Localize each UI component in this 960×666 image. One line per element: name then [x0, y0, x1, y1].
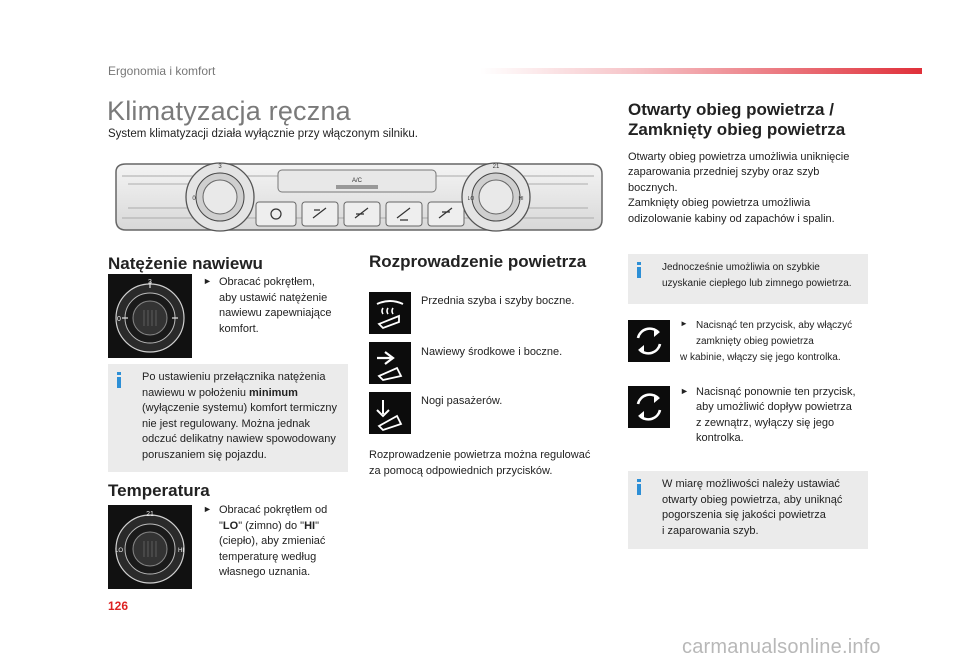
ac-label: A/C: [351, 178, 363, 184]
distribution-item-feet: Nogi pasażerów.: [421, 395, 503, 407]
info-icon: [634, 262, 644, 278]
recirculation-step-1: ► Nacisnąć ten przycisk, aby włączyć zamknięty obieg powietrza w kabinie, włączy się jego kontrolka.: [680, 319, 853, 363]
temperature-heading: Temperatura: [108, 481, 210, 500]
fan-knob-max-label: 3: [148, 279, 152, 286]
temperature-knob-photo: [108, 505, 192, 589]
recirculation-advice-box: W miarę możliwości należy ustawiać otwarty obieg powietrza, aby uniknąć pogorszenia się jakości powietrza i zaparowania szyb.: [628, 471, 868, 549]
temp-knob-hi-label: HI: [178, 548, 184, 554]
recirculation-info-box: Jednocześnie umożliwia on szybkie uzyskanie ciepłego lub zimnego powietrza.: [628, 254, 868, 304]
feet-icon: [369, 392, 411, 434]
fan-knob-photo: [108, 274, 192, 358]
panel-right-knob-hi-label: HI: [518, 196, 524, 202]
minimum-keyword: minimum: [249, 386, 298, 399]
hi-keyword: HI: [304, 519, 316, 532]
page-number: 126: [108, 599, 129, 613]
airflow-info-box: Po ustawieniu przełącznika natężenia nawiewu w położeniu minimum (wyłączenie systemu) komfort termiczny nie jest regulowany. Można jednak odczuć delikatny nawiew spowodowany poruszaniem się pojazdu.: [108, 364, 348, 472]
recirculation-description: Otwarty obieg powietrza umożliwia uniknięcie zaparowania przedniej szyby oraz szyb bocznych. Zamknięty obieg powietrza umożliwia odizolowanie kabiny od zapachów i spalin.: [628, 151, 850, 225]
page-title: Klimatyzacja ręczna: [107, 96, 351, 126]
panel-right-knob-mid-label: 21: [492, 164, 500, 170]
vents-face-icon: [369, 342, 411, 384]
watermark: carmanualsonline.info: [682, 636, 881, 658]
intro-text: System klimatyzacji działa wyłącznie przy włączonym silniku.: [108, 128, 418, 140]
bullet-icon: ►: [680, 386, 689, 396]
airflow-bullet: ► Obracać pokrętłem, aby ustawić natężenie nawiewu zapewniające komfort.: [203, 276, 332, 335]
recirculation-open-icon: [628, 386, 670, 428]
air-distribution-note: Rozprowadzenie powietrza można regulować za pomocą odpowiednich przycisków.: [369, 449, 591, 477]
header-accent-bar: [480, 68, 922, 74]
section-label: Ergonomia i komfort: [108, 64, 216, 78]
info-icon: [114, 372, 124, 388]
recirculation-closed-icon: [628, 320, 670, 362]
fan-knob-min-label: 0: [117, 316, 121, 323]
distribution-item-windshield: Przednia szyba i szyby boczne.: [421, 295, 575, 307]
panel-right-knob-lo-label: LO: [467, 196, 475, 202]
distribution-item-vents: Nawiewy środkowe i boczne.: [421, 346, 563, 358]
info-icon: [634, 479, 644, 495]
recirculation-heading: Otwarty obieg powietrza / Zamknięty obieg powietrza: [628, 100, 846, 139]
temp-knob-mid-label: 21: [146, 511, 154, 518]
airflow-heading: Natężenie nawiewu: [108, 254, 263, 273]
recirculation-step-2: ► Nacisnąć ponownie ten przycisk, aby umożliwić dopływ powietrza z zewnątrz, wyłączy się jego kontrolka.: [680, 386, 856, 445]
temperature-bullet: ► Obracać pokrętłem od "LO" (zimno) do "HI" (ciepło), aby zmieniać temperaturę według własnego uznania.: [203, 504, 328, 579]
temp-knob-lo-label: LO: [114, 548, 124, 554]
bullet-icon: ►: [203, 276, 212, 286]
bullet-icon: ►: [680, 319, 688, 328]
air-distribution-heading: Rozprowadzenie powietrza: [369, 252, 587, 271]
panel-left-knob-min-label: 0: [192, 196, 196, 202]
lo-keyword: LO: [222, 519, 239, 532]
windshield-defrost-icon: [369, 292, 411, 334]
climate-control-panel-illustration: [108, 156, 608, 238]
panel-left-knob-max-label: 3: [218, 164, 222, 170]
bullet-icon: ►: [203, 504, 212, 514]
